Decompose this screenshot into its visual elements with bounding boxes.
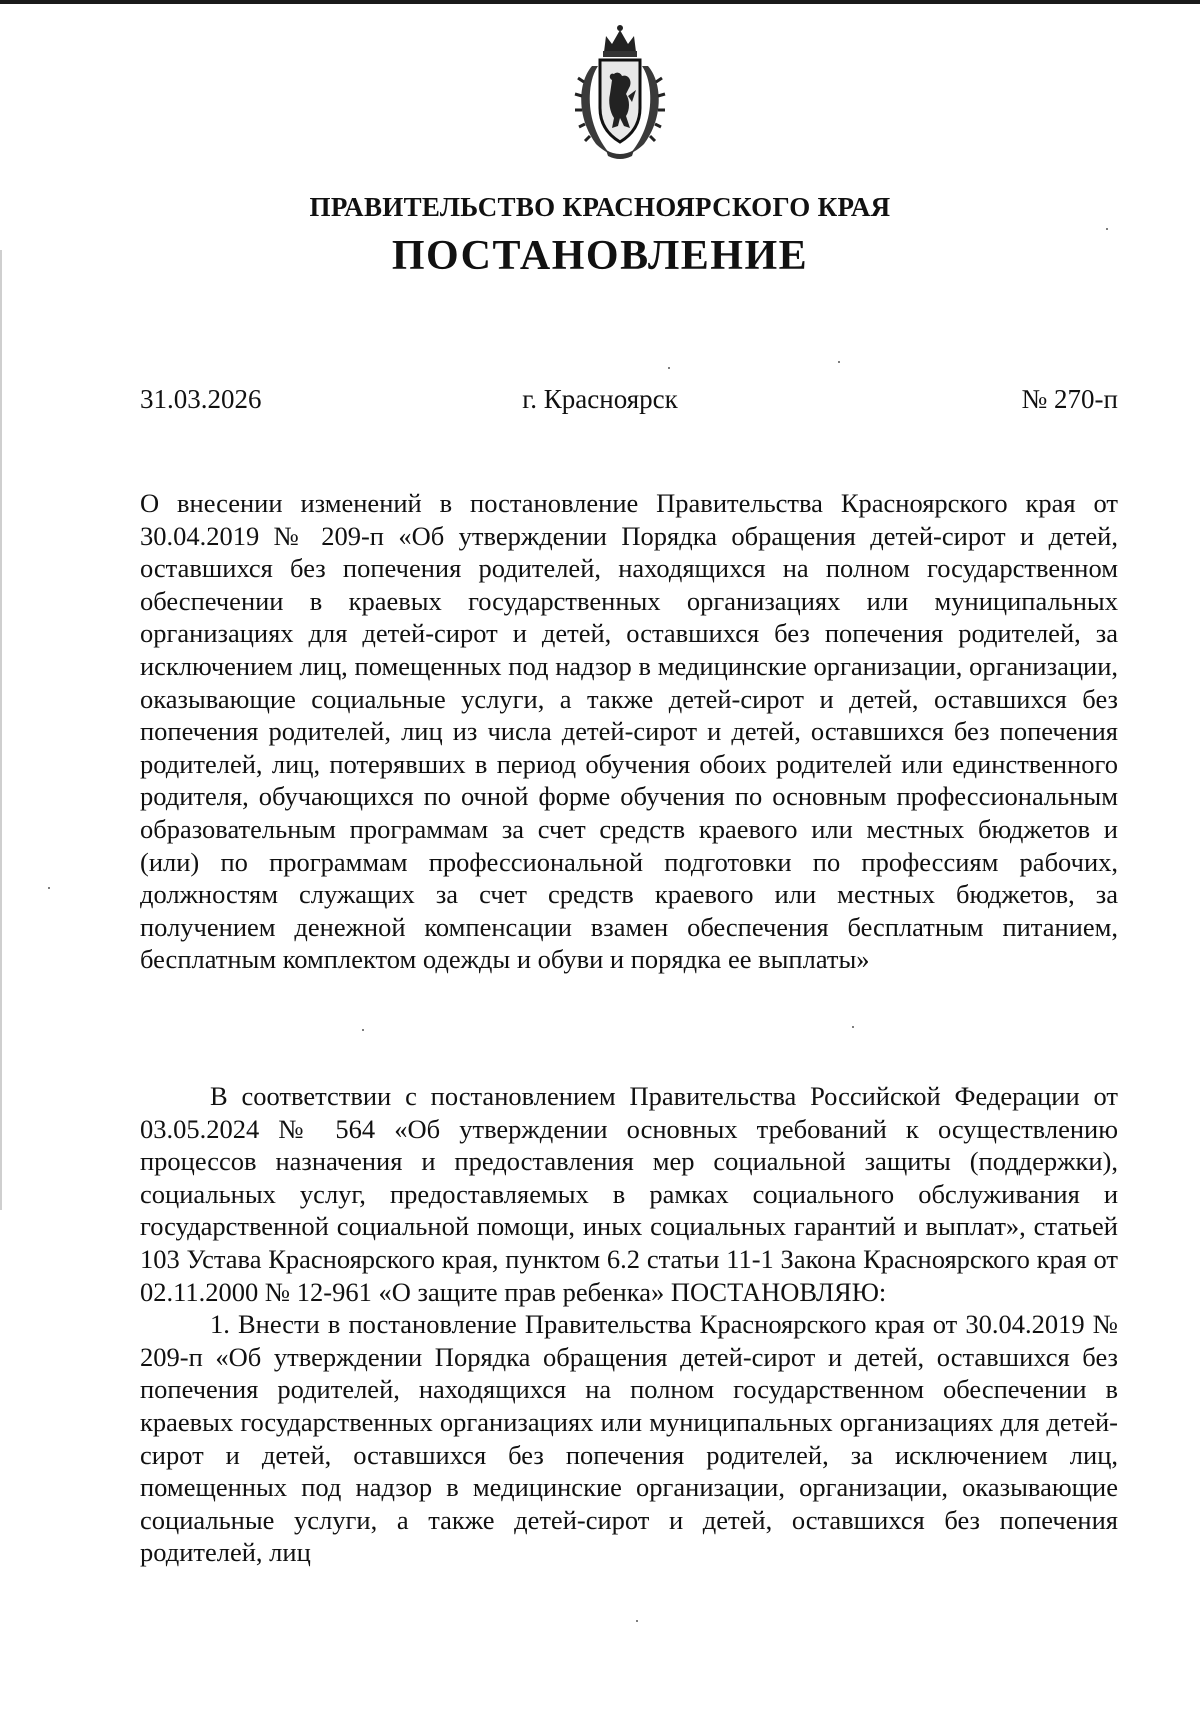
document-date: 31.03.2026 [140, 384, 262, 414]
scan-speck [1106, 228, 1108, 230]
preamble-paragraph: В соответствии с постановлением Правительства Российской Федерации от 03.05.2024 № 564 «Об утверждении основных требований к осуществлению процессов назначения и предоставления мер социальной защиты (поддержки), социальных услуг, предоставляемых в рамках социального обслуживания и государственной социальной помощи, иных социальных гарантий и выплат», статьей 103 Устава Красноярского края, пунктом 6.2 статьи 11-1 Закона Красноярского края от 02.11.2000 № 12-961 «О защите прав ребенка» ПОСТАНОВЛЯЮ: [140, 1081, 1118, 1307]
organization-title: ПРАВИТЕЛЬСТВО КРАСНОЯРСКОГО КРАЯ [309, 192, 891, 222]
document-type-heading: ПОСТАНОВЛЕНИЕ [391, 233, 809, 279]
scan-speck [636, 1620, 638, 1622]
scan-speck [362, 1029, 364, 1031]
document-city: г. Красноярск [522, 384, 678, 414]
scan-speck [48, 887, 50, 889]
top-border-line [0, 0, 1200, 4]
krasnoyarsk-coat-of-arms-icon [570, 22, 670, 162]
document-subject-title: О внесении изменений в постановление Правительства Красноярского края от 30.04.2019 № 209-п «Об утверждении Порядка обращения детей-сирот и детей, оставшихся без попечения родителей, находящихся на полном государственном обеспечении в краевых государственных организациях или муниципальных организациях для детей-сирот и детей, оставшихся без попечения родителей, за исключением лиц, помещенных под надзор в медицинские организации, организации, оказывающие социальные услуги, а также детей-сирот и детей, оставшихся без попечения родителей, лиц из числа детей-сирот и детей, оставшихся без попечения родителей, лиц, потерявших в период обучения обоих родителей или единственного родителя, обучающихся по очной форме обучения по основным профессиональным образовательным программам за счет средств краевого или местных бюджетов и (или) по программам профессиональной подготовки по профессиям рабочих, должностям служащих за счет средств краевого или местных бюджетов, за получением денежной компенсации взамен обеспечения бесплатным питанием, бесплатным комплектом одежды и обуви и порядка ее выплаты» [140, 488, 1118, 975]
scan-speck [838, 361, 840, 363]
scan-speck [852, 1026, 854, 1028]
item-1-paragraph: 1. Внести в постановление Правительства Красноярского края от 30.04.2019 № 209-п «Об утверждении Порядка обращения детей-сирот и детей, оставшихся без попечения родителей, находящихся на полном государственном обеспечении в краевых государственных организациях или муниципальных организациях для детей-сирот и детей, оставшихся без попечения родителей, за исключением лиц, помещенных под надзор в медицинские организации, организации, оказывающие социальные услуги, а также детей-сирот и детей, оставшихся без попечения родителей, лиц [140, 1309, 1118, 1568]
scan-speck [668, 367, 670, 369]
document-number: № 270-п [1021, 384, 1118, 414]
document-body [140, 1080, 1118, 1569]
